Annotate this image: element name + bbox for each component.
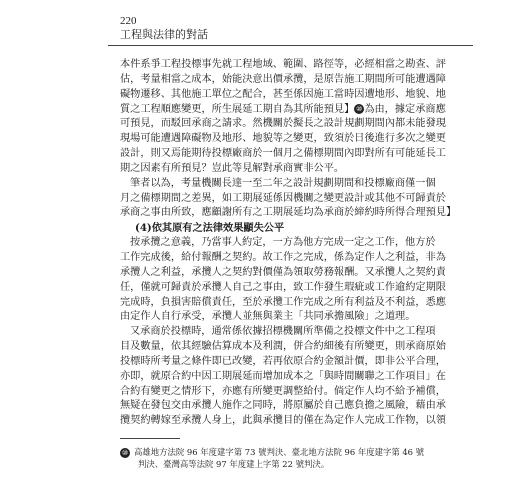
footnote-divider [120, 438, 180, 439]
text-line: 工作完成後，給付報酬之契約。故工作之完成，係為定作人之利益，非為 [120, 251, 446, 263]
text-line: 投標時所考量之條件即已改變，若再依原合約金額計價，即非公平合理， [120, 355, 446, 367]
text-line: 由定作人自行承受，承攬人並無與業主「共同承擔風險」之道理。 [120, 311, 416, 323]
header-divider [108, 45, 473, 46]
page-number: 220 [120, 15, 137, 27]
text-line: 又承商於投標時，通常係依據招標機關所準備之投標文件中之工程項 [130, 326, 436, 338]
text-line: 完成時，負損害賠償責任，至於承攬工作完成之所有利益及不利益，悉應 [120, 296, 446, 308]
text-line: 筆者以為，考量機關長達一至二年之設計規劃期間和投標廠商僅一個 [130, 177, 436, 189]
text-line: 現場可能遭遇障礙物及地形、地貌等之變更，致須於日後進行多次之變更 [120, 133, 446, 145]
text-line: 按承攬之意義，乃當事人約定，一方為他方完成一定之工作，他方於 [130, 237, 436, 249]
text-line: 無疑在發包交由承攬人施作之同時，將原屬於自己應負擔之風險，藉由承 [120, 400, 446, 412]
running-title: 工程與法律的對話 [120, 28, 208, 41]
text-line: 攬契約轉嫁至承攬人身上，此與承攬目的僅在為定作人完成工作物，以領 [120, 415, 446, 427]
text-line: 月之備標期間之差異，如工期展延係因機關之變更設計或其他不可歸責於 [120, 192, 446, 204]
text-segment: 質之工程順應變更，所生展延工期自為其所能預見】 [120, 103, 355, 115]
text-line: 亦即，就原合約中因工期展延而增加成本之「與時間關聯之工作項目」在 [120, 370, 446, 382]
text-segment: 為由，據定承商應 [364, 103, 446, 115]
footnote-text: 判決、臺灣高等法院 97 年度建上字第 22 號判決。 [138, 459, 330, 469]
footnote-text: 高雄地方法院 96 年度建字第 73 號判決、臺北地方法院 96 年度建字第 46 號 [134, 447, 425, 457]
text-line: 可預見，而駁回承商之請求。然機關於擬長之設計規劃期間內都未能發現 [120, 118, 446, 130]
main-text [120, 58, 465, 429]
text-line: 期之因素有所預見？豈此等見解對承商實非公平。 [120, 162, 345, 174]
footnote [120, 446, 465, 470]
text-line: 承攬人之利益，承攬人之契約對價僅為領取勞務報酬。又承攬人之契約責 [120, 266, 446, 278]
footnote-line [120, 458, 465, 470]
text-line: 任，僅就可歸責於承攬人自己之事由，致工作發生瑕疵或工作逾約定期限 [120, 281, 446, 293]
text-line: 礙物遷移、其他施工單位之配合，甚至係因施工當時因遭地形、地貌、地 [120, 88, 446, 100]
footnote-line [120, 446, 465, 458]
text-line: 估，考量相當之成本，始能決意出價承攬，是原告施工期間所可能遭遇障 [120, 73, 446, 85]
text-line: 承商之事由所致，應顧謝所有之工期展延均為承商於締約時所得合理預見】 [120, 207, 457, 219]
text-line: 合約有變更之情形下，亦應有所變更調整給付。倘定作人均不給予補償， [120, 385, 446, 397]
footnote-reference-icon: ⑩ [356, 104, 363, 113]
text-line: 設計，則又焉能期待投標廠商於一個月之備標期間內即對所有可能延長工 [120, 148, 446, 160]
text-line: 本件系爭工程投標事先就工程地域、範圍、路徑等，必經相當之勘查、評 [120, 59, 446, 70]
page-header [120, 15, 420, 41]
section-heading: (4)依其原有之法律效果顯失公平 [135, 222, 285, 235]
text-line: 目及數量，依其經驗估算成本及利潤，併合約細後有所變更，則承商原始 [120, 341, 446, 353]
text-line-with-note [120, 103, 465, 118]
footnote-mark-icon: ⑩ [121, 448, 129, 457]
